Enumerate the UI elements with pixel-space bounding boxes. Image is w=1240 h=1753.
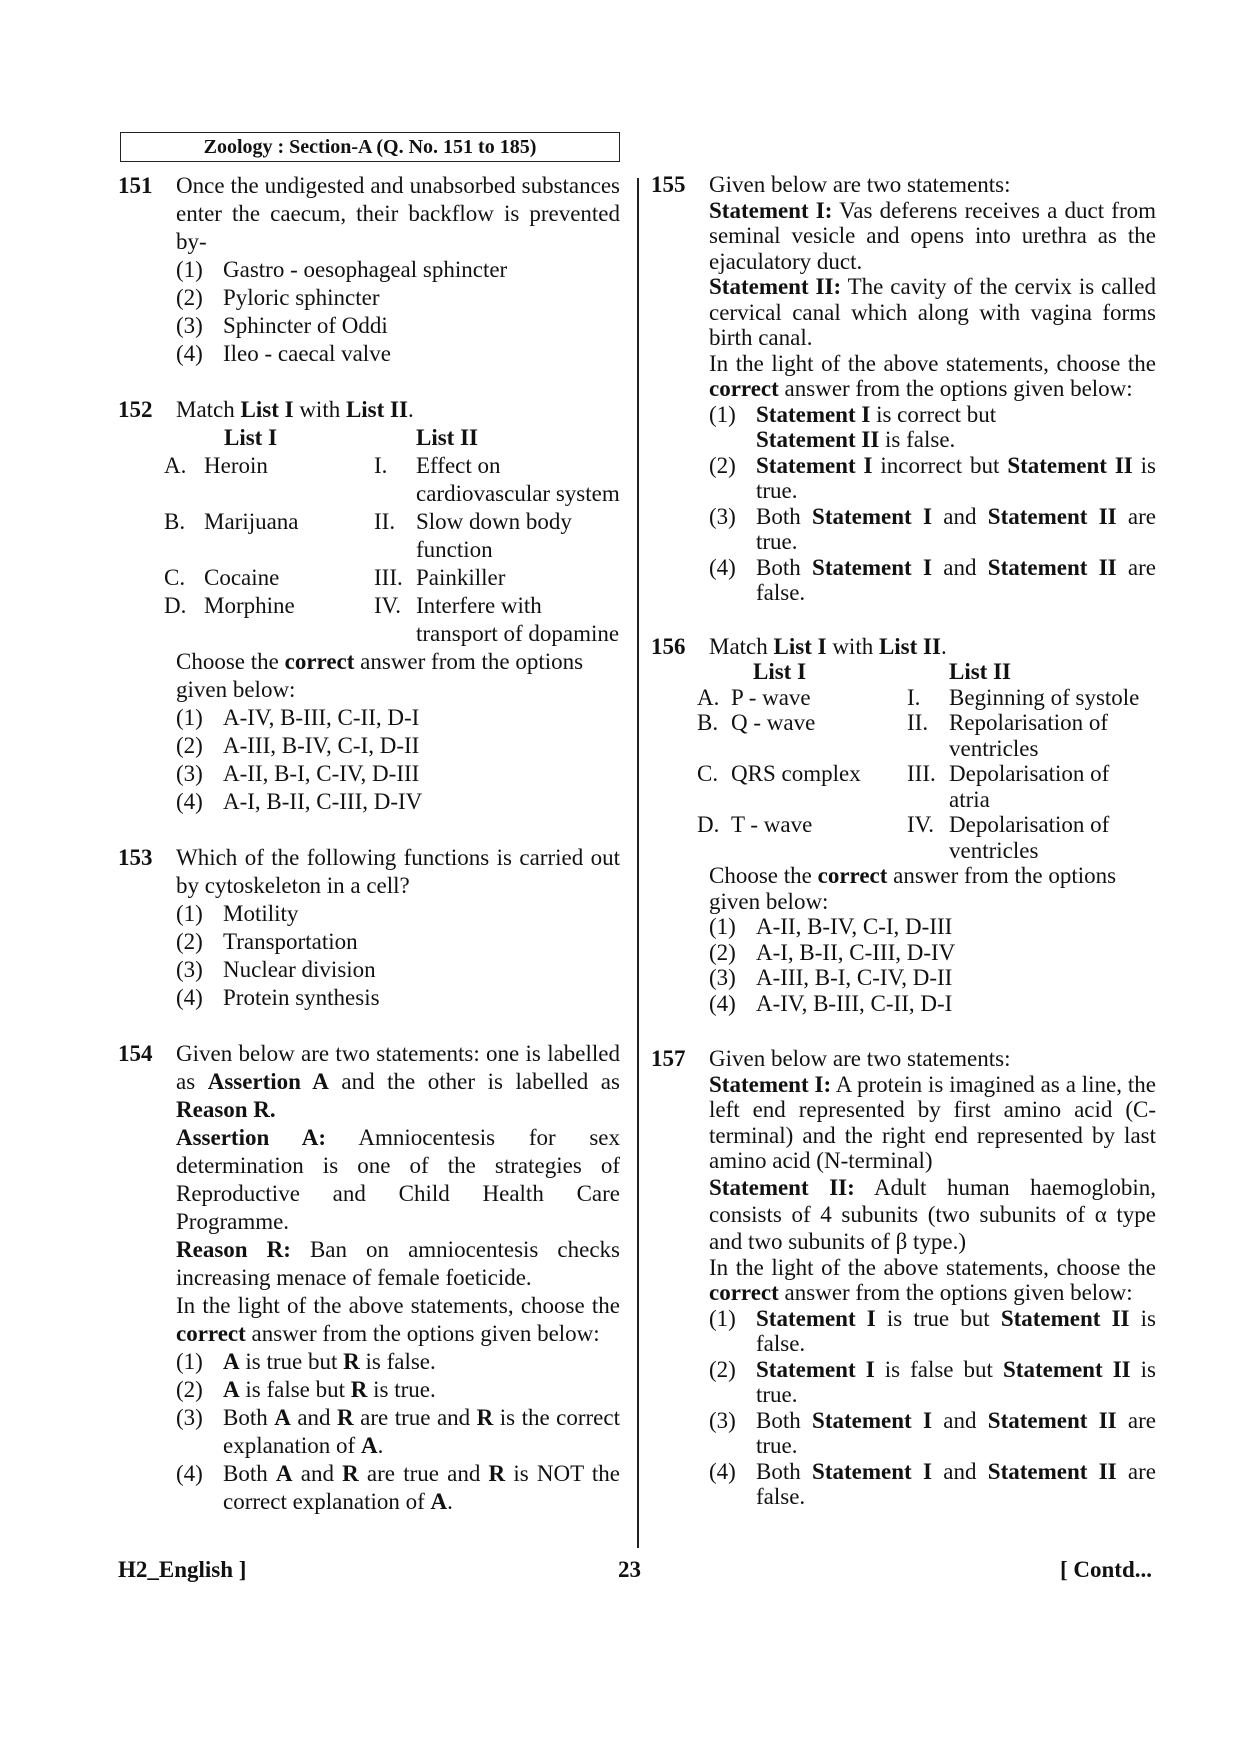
option-3[interactable]: (3) Both A and R are true and R is the correct explanation of A. <box>176 1405 620 1458</box>
column-divider <box>637 178 639 1548</box>
question-157 <box>651 1046 1156 1510</box>
question-154 <box>118 1040 620 1516</box>
left-column <box>118 172 620 1544</box>
option-4[interactable]: (4) Both A and R are true and R is NOT the correct explanation of A. <box>176 1461 620 1514</box>
option-1[interactable]: (1) A-II, B-IV, C-I, D-III <box>709 914 953 939</box>
list-i-header: List I <box>753 659 807 684</box>
question-number: 157 <box>651 1046 686 1071</box>
match-row: B. Q - wave II. Repolarisation of ventricles <box>697 710 1109 761</box>
list-ii-header: List II <box>949 659 1011 684</box>
option-4[interactable]: (4) Both Statement I and Statement II are false. <box>709 1458 1157 1509</box>
question-155 <box>651 172 1156 606</box>
option-4[interactable]: (4) A-IV, B-III, C-II, D-I <box>709 990 953 1016</box>
option-1[interactable]: (1) Statement I is true but Statement II is false. <box>709 1305 1156 1356</box>
beta-symbol: β <box>895 1228 908 1254</box>
option-2[interactable]: (2) Transportation <box>176 929 358 954</box>
option-1[interactable]: (1) Motility <box>176 901 299 926</box>
list-i-header: List I <box>224 425 278 450</box>
statement-1: Statement I: A protein is imagined as a line, the left end represented by first amino acid (C-terminal) and the right end represented by last amino acid (N-terminal) <box>709 1071 1156 1173</box>
option-2[interactable]: (2) A-I, B-II, C-III, D-IV <box>709 939 956 965</box>
question-151 <box>118 172 620 368</box>
alpha-symbol: α <box>1094 1201 1107 1227</box>
question-number: 156 <box>651 633 686 659</box>
option-4[interactable]: (4) Both Statement I and Statement II are false. <box>709 554 1157 605</box>
match-row: C. Cocaine III. Painkiller <box>164 565 506 590</box>
question-stem: Match List I with List II. <box>709 633 947 659</box>
option-3[interactable]: (3) Sphincter of Oddi <box>176 313 388 338</box>
option-1[interactable]: (1) A-IV, B-III, C-II, D-I <box>176 705 420 730</box>
question-intro: Given below are two statements: <box>709 172 1011 197</box>
choose-instruction: In the light of the above statements, choose the correct answer from the options given below: <box>709 1254 1156 1305</box>
match-row: D. T - wave IV. Depolarisation of ventricles <box>697 812 1110 863</box>
question-156 <box>651 634 1156 1017</box>
question-stem: Match List I with List II. <box>176 397 414 422</box>
match-table <box>697 659 1149 863</box>
footer-booklet-code: H2_English ] <box>118 1557 247 1582</box>
option-2[interactable]: (2) Pyloric sphincter <box>176 285 380 310</box>
option-4[interactable]: (4) Protein synthesis <box>176 985 380 1010</box>
choose-instruction: Choose the correct answer from the options given below: <box>176 649 584 702</box>
choose-instruction: Choose the correct answer from the options given below: <box>709 863 1117 914</box>
question-stem: Once the undigested and unabsorbed substances enter the caecum, their backflow is prevented by- <box>176 173 620 254</box>
question-153 <box>118 844 620 1012</box>
option-1[interactable]: (1) Gastro - oesophageal sphincter <box>176 257 508 282</box>
reason: Reason R: Ban on amniocentesis checks increasing menace of female foeticide. <box>176 1237 620 1290</box>
option-2[interactable]: (2) Statement I is false but Statement II is true. <box>709 1356 1156 1407</box>
statement-2: Statement II: The cavity of the cervix is called cervical canal which along with vagina forms birth canal. <box>709 274 1156 350</box>
list-ii-header: List II <box>416 425 478 450</box>
option-4[interactable]: (4) A-I, B-II, C-III, D-IV <box>176 789 423 814</box>
question-number: 155 <box>651 172 686 197</box>
question-number: 154 <box>118 1041 153 1066</box>
question-intro: Given below are two statements: one is labelled as Assertion A and the other is labelled as Reason R. <box>176 1041 620 1122</box>
statement-1: Statement I: Vas deferens receives a duct from seminal vesicle and opens into urethra as the ejaculatory duct. <box>709 197 1156 274</box>
match-table <box>164 424 620 648</box>
question-number: 151 <box>118 173 153 198</box>
match-row: D. Morphine IV. Interfere with transport of dopamine <box>164 593 620 646</box>
option-2[interactable]: (2) Statement I incorrect but Statement II is true. <box>709 452 1156 503</box>
statement-2: Statement II: Adult human haemoglobin, consists of 4 subunits (two subunits of α type and two subunits of β type.) <box>709 1174 1156 1254</box>
option-1[interactable]: (1) Statement I is correct but Statement II is false. <box>709 401 997 452</box>
match-row: A. P - wave I. Beginning of systole <box>697 684 1140 710</box>
question-number: 153 <box>118 845 153 870</box>
right-column <box>651 172 1156 1538</box>
question-intro: Given below are two statements: <box>709 1046 1011 1071</box>
assertion: Assertion A: Amniocentesis for sex determination is one of the strategies of Reproductive and Child Health Care Programme. <box>176 1125 620 1234</box>
footer-page-number: 23 <box>618 1557 641 1582</box>
option-3[interactable]: (3) A-II, B-I, C-IV, D-III <box>176 761 420 786</box>
option-3[interactable]: (3) Nuclear division <box>176 957 376 982</box>
option-3[interactable]: (3) A-III, B-I, C-IV, D-II <box>709 965 953 990</box>
question-152 <box>118 396 620 816</box>
option-2[interactable]: (2) A-III, B-IV, C-I, D-II <box>176 733 420 758</box>
question-number: 152 <box>118 397 153 422</box>
option-3[interactable]: (3) Both Statement I and Statement II are true. <box>709 1407 1157 1458</box>
match-row: B. Marijuana II. Slow down body function <box>164 509 572 562</box>
choose-instruction: In the light of the above statements, choose the correct answer from the options given below: <box>176 1293 620 1346</box>
match-row: C. QRS complex III. Depolarisation of atria <box>697 761 1110 812</box>
footer-continued: [ Contd... <box>1059 1557 1152 1582</box>
match-row: A. Heroin I. Effect on cardiovascular system <box>164 453 620 506</box>
choose-instruction: In the light of the above statements, choose the correct answer from the options given below: <box>709 350 1156 401</box>
section-title: Zoology : Section-A (Q. No. 151 to 185) <box>120 132 620 162</box>
option-3[interactable]: (3) Both Statement I and Statement II are true. <box>709 503 1157 554</box>
option-2[interactable]: (2) A is false but R is true. <box>176 1377 436 1402</box>
option-4[interactable]: (4) Ileo - caecal valve <box>176 341 391 366</box>
question-stem: Which of the following functions is carried out by cytoskeleton in a cell? <box>176 845 620 898</box>
option-1[interactable]: (1) A is true but R is false. <box>176 1349 436 1374</box>
